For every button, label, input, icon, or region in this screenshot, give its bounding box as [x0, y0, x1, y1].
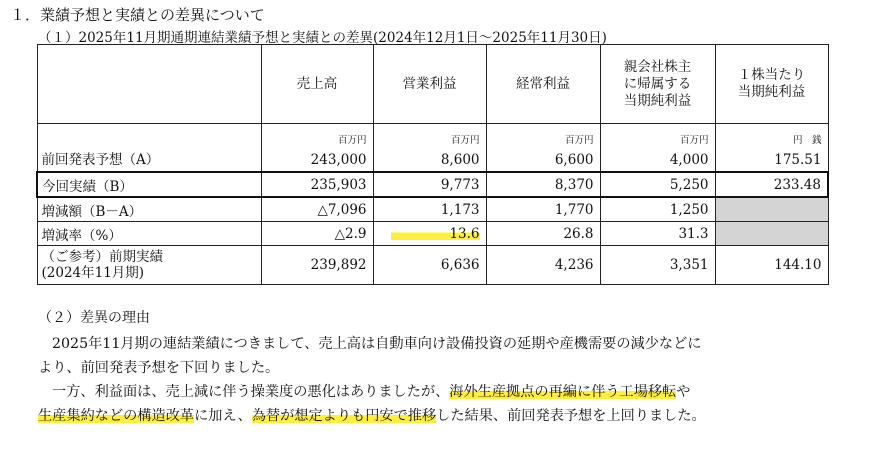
unit-label: 百万円 — [337, 135, 367, 146]
cell: 百万円 8,600 — [373, 124, 486, 173]
row-label: 増減率（%） — [37, 222, 261, 246]
row-label: （ご参考）前期実績 (2024年11月期) — [37, 246, 261, 285]
cell: 百万円 243,000 — [261, 124, 373, 173]
table-row — [37, 222, 828, 246]
highlighted-text: 海外生産拠点の再編に伴う工場移転 — [449, 384, 677, 400]
cell: 233.48 — [715, 172, 828, 197]
col-header: 売上高 — [261, 45, 373, 124]
highlighted-text: 生産集約などの構造改革 — [38, 408, 195, 424]
reason-text-line — [52, 381, 690, 401]
col-header: 営業利益 — [373, 45, 486, 124]
row-label: 増減額（B－A） — [37, 197, 261, 222]
row-label: 前回発表予想（A） — [37, 124, 261, 173]
cell-empty — [715, 197, 828, 222]
text-segment: や — [676, 384, 691, 400]
col-header: 経常利益 — [486, 45, 600, 124]
cell: 144.10 — [715, 246, 828, 285]
reason-text-line: 2025年11月期の連結業績につきまして、売上高は自動車向け設備投資の延期や産機需要の減少などに — [52, 336, 702, 352]
unit-label: 円 銭 — [792, 135, 822, 146]
cell: 1,770 — [486, 197, 600, 222]
highlighted-text: 為替が想定よりも円安で推移 — [251, 408, 437, 424]
cell: △2.9 — [261, 222, 373, 246]
reason-text-line: より、前回発表予想を下回りました。 — [38, 360, 280, 376]
cell — [373, 222, 486, 246]
header-row — [37, 45, 828, 124]
cell: 1,250 — [600, 197, 715, 222]
text-segment: に加え、 — [194, 408, 252, 424]
unit-label: 百万円 — [679, 135, 709, 146]
cell: 26.8 — [486, 222, 600, 246]
highlighted-value: 13.6 — [391, 226, 479, 242]
unit-label: 百万円 — [564, 135, 594, 146]
cell: △7,096 — [261, 197, 373, 222]
reason-text-line — [38, 405, 706, 425]
cell: 5,250 — [600, 172, 715, 197]
cell: 6,636 — [373, 246, 486, 285]
reason-heading: （２）差異の理由 — [38, 310, 150, 326]
cell: 1,173 — [373, 197, 486, 222]
cell: 3,351 — [600, 246, 715, 285]
col-header: １株当たり 当期純利益 — [715, 45, 828, 124]
unit-label: 百万円 — [450, 135, 480, 146]
cell: 百万円 4,000 — [600, 124, 715, 173]
table-row — [37, 197, 828, 222]
cell: 235,903 — [261, 172, 373, 197]
cell-empty — [715, 222, 828, 246]
cell: 百万円 6,600 — [486, 124, 600, 173]
text-segment: 一方、利益面は、売上減に伴う操業度の悪化はありましたが、 — [52, 384, 450, 400]
section-heading: １．業績予想と実績との差異について — [10, 6, 265, 24]
cell: 円 銭 175.51 — [715, 124, 828, 173]
cell: 239,892 — [261, 246, 373, 285]
results-table — [36, 44, 829, 285]
row-label: 今回実績（B） — [37, 172, 261, 197]
table-row — [37, 172, 828, 197]
header-blank — [37, 45, 261, 124]
col-header: 親会社株主 に帰属する 当期純利益 — [600, 45, 715, 124]
table-row — [37, 246, 828, 285]
table-row — [37, 124, 828, 173]
cell: 9,773 — [373, 172, 486, 197]
cell: 31.3 — [600, 222, 715, 246]
text-segment: した結果、前回発表予想を上回りました。 — [436, 408, 706, 424]
cell: 4,236 — [486, 246, 600, 285]
cell: 8,370 — [486, 172, 600, 197]
table-heading: （１）2025年11月期通期連結業績予想と実績との差異(2024年12月1日～2025年11月30日) — [38, 30, 607, 46]
